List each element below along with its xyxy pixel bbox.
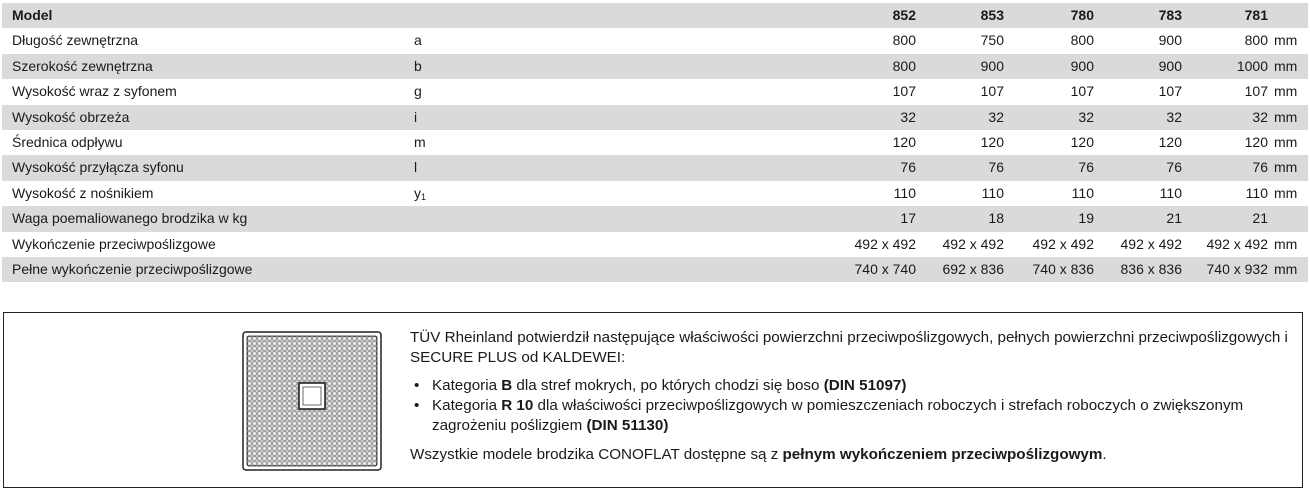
row-symbol: b [414,57,422,74]
row-value: 692 x 836 [942,260,1004,277]
table-header-row [2,3,1308,28]
row-unit: mm [1274,235,1298,252]
row-value: 110 [893,184,916,201]
row-value: 800 [892,57,916,74]
row-value: 120 [1158,133,1182,150]
row-value: 107 [980,83,1004,100]
row-label: Długość zewnętrzna [12,32,139,49]
table-row [2,181,1308,206]
row-value: 900 [1070,57,1094,74]
row-value: 107 [1070,83,1094,100]
row-value: 107 [1244,83,1268,100]
row-value: 900 [980,57,1004,74]
bullet-text-pre: Kategoria [432,397,502,414]
bullet-standard: (DIN 51130) [586,417,669,434]
header-model-label: Model [12,7,53,23]
row-value: 120 [1244,133,1268,150]
row-unit: mm [1274,133,1298,150]
table-row [2,257,1308,282]
bullet-text-pre: Kategoria [432,377,502,394]
header-model-781: 781 [1244,7,1268,23]
row-label: Wykończenie przeciwpoślizgowe [12,235,216,252]
table-row [2,130,1308,155]
row-unit: mm [1274,260,1298,277]
row-label: Wysokość z nośnikiem [12,184,154,201]
table-row [2,206,1308,231]
row-value: 1000 [1236,57,1268,74]
row-value: 120 [980,133,1004,150]
row-value: 740 x 740 [854,260,916,277]
row-value: 900 [1158,57,1182,74]
row-value: 120 [892,133,916,150]
row-symbol: i [414,108,418,125]
row-value: 19 [1078,210,1094,227]
row-value: 76 [900,159,916,176]
row-value: 76 [1166,159,1182,176]
row-value: 110 [1159,184,1182,201]
header-model-780: 780 [1070,7,1094,23]
row-value: 76 [988,159,1004,176]
row-value: 492 x 492 [1032,235,1094,252]
row-symbol-main: y [414,184,421,201]
row-value: 110 [981,184,1004,201]
table-row [2,28,1308,53]
intro-paragraph: TÜV Rheinland potwierdził następujące właściwości powierzchni przeciwpoślizgowych, pełnych powierzchni przeciwpoślizgowych i SECURE PLUS od KALDEWEI: [410,329,1288,366]
footer-text-pre: Wszystkie modele brodzika CONOFLAT dostępne są z [410,446,783,463]
header-model-852: 852 [892,7,916,23]
row-value: 110 [1245,184,1268,201]
row-symbol: a [414,32,422,49]
row-label: Pełne wykończenie przeciwpoślizgowe [12,260,253,277]
table-row [2,155,1308,180]
row-label: Szerokość zewnętrzna [12,57,153,74]
row-value: 32 [1166,108,1182,125]
footer-text-post: . [1102,446,1107,463]
bullet-marker: • [414,397,420,414]
row-label: Średnica odpływu [12,133,123,150]
table-row [2,79,1308,104]
row-label: Wysokość obrzeża [12,108,130,125]
row-value: 900 [1158,32,1182,49]
row-label: Wysokość wraz z syfonem [12,83,177,100]
row-value: 32 [1252,108,1268,125]
row-value: 740 x 932 [1206,260,1268,277]
header-model-783: 783 [1158,7,1182,23]
row-value: 107 [1158,83,1182,100]
header-model-853: 853 [980,7,1004,23]
row-value: 750 [980,32,1004,49]
footer-paragraph [410,445,1290,465]
table-row [2,232,1308,257]
row-value: 32 [988,108,1004,125]
row-value: 492 x 492 [854,235,916,252]
table-row [2,54,1308,79]
bullet-text-mid: dla stref mokrych, po których chodzi się boso [512,377,824,394]
row-unit: mm [1274,83,1298,100]
row-unit: mm [1274,57,1298,74]
anti-slip-surface-illustration [242,331,382,471]
row-label: Wysokość przyłącza syfonu [12,159,184,176]
row-unit: mm [1274,108,1298,125]
row-value: 800 [892,32,916,49]
table-row [2,105,1308,130]
row-value: 800 [1070,32,1094,49]
row-value: 21 [1166,210,1182,227]
bullet-category: B [501,377,513,394]
row-value: 32 [1078,108,1094,125]
row-symbol: g [414,83,422,100]
bullet-standard: (DIN 51097) [823,377,907,394]
row-value: 800 [1244,32,1268,49]
row-unit: mm [1274,32,1298,49]
row-value: 492 x 492 [1120,235,1182,252]
bullet-item [410,376,1290,396]
row-value: 492 x 492 [1206,235,1268,252]
row-value: 21 [1252,210,1268,227]
row-symbol: l [414,159,418,176]
row-unit: mm [1274,159,1298,176]
bullet-marker: • [414,377,420,394]
certification-text [410,328,1290,465]
footer-text-bold: pełnym wykończeniem przeciwpoślizgowym [782,446,1103,463]
row-label: Waga poemaliowanego brodzika w kg [12,210,248,227]
bullet-text-mid: dla właściwości przeciwpoślizgowych w pomieszczeniach roboczych i strefach roboczych o zwiększonym zagrożeniu poślizgiem [432,397,1244,434]
bullet-item [410,396,1290,436]
bullet-category: R 10 [501,397,534,414]
row-value: 32 [900,108,916,125]
row-value: 17 [900,210,916,227]
row-value: 120 [1070,133,1094,150]
row-value: 76 [1252,159,1268,176]
row-value: 110 [1071,184,1094,201]
row-value: 18 [988,210,1004,227]
row-symbol: m [414,133,426,150]
spec-table [2,3,1308,282]
row-unit: mm [1274,184,1298,201]
row-symbol-subscript: 1 [421,191,427,202]
row-value: 107 [892,83,916,100]
row-value: 740 x 836 [1032,260,1094,277]
certification-info-box [3,312,1303,488]
row-value: 492 x 492 [942,235,1004,252]
row-value: 76 [1078,159,1094,176]
row-value: 836 x 836 [1120,260,1182,277]
